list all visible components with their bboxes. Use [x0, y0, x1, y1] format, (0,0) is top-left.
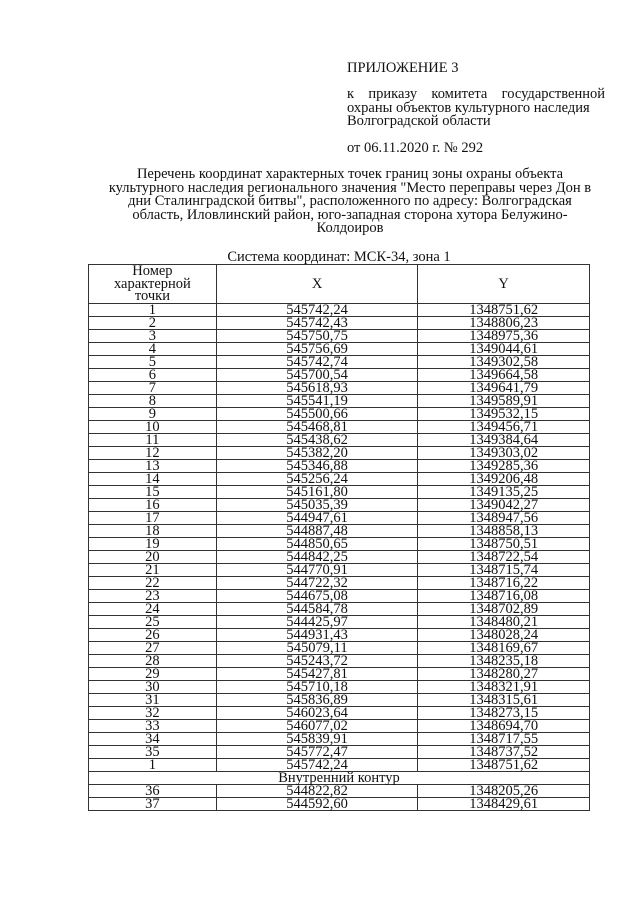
x-coordinate-cell: 545243,72	[216, 655, 418, 668]
point-number-cell: 9	[89, 408, 217, 421]
point-number-cell: 35	[89, 746, 217, 759]
y-coordinate-cell: 1349384,64	[418, 434, 590, 447]
x-coordinate-cell: 544722,32	[216, 577, 418, 590]
title-line: дни Сталинградской битвы", расположенного по адресу: Волгоградская	[128, 193, 572, 210]
x-coordinate-cell: 545079,11	[216, 642, 418, 655]
y-coordinate-cell: 1349135,25	[418, 486, 590, 499]
x-coordinate-cell: 544584,78	[216, 603, 418, 616]
title-line: область, Иловлинский район, юго-западная сторона хутора Белужино-	[132, 206, 568, 223]
x-coordinate-cell: 545468,81	[216, 421, 418, 434]
coordinates-table	[88, 264, 590, 811]
point-number-cell: 3	[89, 330, 217, 343]
y-coordinate-cell: 1348321,91	[418, 681, 590, 694]
y-coordinate-cell: 1348694,70	[418, 720, 590, 733]
table-row	[89, 798, 590, 811]
x-coordinate-cell: 544931,43	[216, 629, 418, 642]
column-header-point-number	[89, 265, 217, 304]
x-coordinate-cell: 545346,88	[216, 460, 418, 473]
x-coordinate-cell: 545839,91	[216, 733, 418, 746]
y-coordinate-cell: 1349303,02	[418, 447, 590, 460]
x-coordinate-cell: 545382,20	[216, 447, 418, 460]
x-coordinate-cell: 545035,39	[216, 499, 418, 512]
x-coordinate-cell: 545161,80	[216, 486, 418, 499]
y-coordinate-cell: 1348235,18	[418, 655, 590, 668]
point-number-cell: 25	[89, 616, 217, 629]
title-line: Колдоиров	[316, 220, 384, 237]
y-coordinate-cell: 1348751,62	[418, 304, 590, 317]
y-coordinate-cell: 1348273,15	[418, 707, 590, 720]
y-coordinate-cell: 1348947,56	[418, 512, 590, 525]
point-number-cell: 5	[89, 356, 217, 369]
y-coordinate-cell: 1349456,71	[418, 421, 590, 434]
y-coordinate-cell: 1348722,54	[418, 551, 590, 564]
x-coordinate-cell: 545756,69	[216, 343, 418, 356]
y-coordinate-cell: 1348702,89	[418, 603, 590, 616]
point-number-cell: 15	[89, 486, 217, 499]
title-line: Перечень координат характерных точек границ зоны охраны объекта	[136, 166, 564, 182]
y-coordinate-cell: 1348715,74	[418, 564, 590, 577]
y-coordinate-cell: 1348716,22	[418, 577, 590, 590]
point-number-cell: 37	[89, 798, 217, 811]
x-coordinate-cell: 545750,75	[216, 330, 418, 343]
x-coordinate-cell: 545772,47	[216, 746, 418, 759]
x-coordinate-cell: 545438,62	[216, 434, 418, 447]
x-coordinate-cell: 545500,66	[216, 408, 418, 421]
point-number-cell: 18	[89, 525, 217, 538]
y-coordinate-cell: 1348750,51	[418, 538, 590, 551]
y-coordinate-cell: 1349285,36	[418, 460, 590, 473]
x-coordinate-cell: 546023,64	[216, 707, 418, 720]
y-coordinate-cell: 1348751,62	[418, 759, 590, 772]
inner-contour-rows	[89, 785, 590, 811]
point-number-cell: 33	[89, 720, 217, 733]
x-coordinate-cell: 546077,02	[216, 720, 418, 733]
point-number-cell: 28	[89, 655, 217, 668]
y-coordinate-cell: 1349302,58	[418, 356, 590, 369]
y-coordinate-cell: 1348480,21	[418, 616, 590, 629]
y-coordinate-cell: 1349641,79	[418, 382, 590, 395]
point-number-cell: 10	[89, 421, 217, 434]
point-number-cell: 21	[89, 564, 217, 577]
point-number-cell: 19	[89, 538, 217, 551]
y-coordinate-cell: 1348858,13	[418, 525, 590, 538]
y-coordinate-cell: 1348315,61	[418, 694, 590, 707]
column-header-x: X	[216, 265, 418, 304]
header-line: точки	[134, 288, 170, 305]
point-number-cell: 20	[89, 551, 217, 564]
point-number-cell: 36	[89, 785, 217, 798]
title-line: культурного наследия регионального значения "Место переправы через Дон в	[108, 179, 592, 196]
y-coordinate-cell: 1348806,23	[418, 317, 590, 330]
point-number-cell: 17	[89, 512, 217, 525]
point-number-cell: 24	[89, 603, 217, 616]
y-coordinate-cell: 1349589,91	[418, 395, 590, 408]
y-coordinate-cell: 1348028,24	[418, 629, 590, 642]
y-coordinate-cell: 1348737,52	[418, 746, 590, 759]
y-coordinate-cell: 1349044,61	[418, 343, 590, 356]
x-coordinate-cell: 544425,97	[216, 616, 418, 629]
point-number-cell: 32	[89, 707, 217, 720]
point-number-cell: 11	[89, 434, 217, 447]
point-number-cell: 7	[89, 382, 217, 395]
y-coordinate-cell: 1348717,55	[418, 733, 590, 746]
point-number-cell: 31	[89, 694, 217, 707]
outer-contour-rows	[89, 304, 590, 772]
point-number-cell: 1	[89, 759, 217, 772]
x-coordinate-cell: 545742,43	[216, 317, 418, 330]
point-number-cell: 6	[89, 369, 217, 382]
point-number-cell: 14	[89, 473, 217, 486]
order-date: от 06.11.2020 г. № 292	[347, 140, 484, 156]
inner-contour-label: Внутренний контур	[89, 772, 590, 785]
order-line: охраны объектов культурного наследия	[347, 99, 590, 116]
point-number-cell: 26	[89, 629, 217, 642]
y-coordinate-cell: 1348280,27	[418, 668, 590, 681]
point-number-cell: 27	[89, 642, 217, 655]
point-number-cell: 2	[89, 317, 217, 330]
x-coordinate-cell: 545742,24	[216, 304, 418, 317]
point-number-cell: 1	[89, 304, 217, 317]
x-coordinate-cell: 545427,81	[216, 668, 418, 681]
y-coordinate-cell: 1348975,36	[418, 330, 590, 343]
y-coordinate-cell: 1349042,27	[418, 499, 590, 512]
y-coordinate-cell: 1348716,08	[418, 590, 590, 603]
point-number-cell: 34	[89, 733, 217, 746]
x-coordinate-cell: 545710,18	[216, 681, 418, 694]
y-coordinate-cell: 1348429,61	[418, 798, 590, 811]
point-number-cell: 4	[89, 343, 217, 356]
y-coordinate-cell: 1348169,67	[418, 642, 590, 655]
y-coordinate-cell: 1348205,26	[418, 785, 590, 798]
x-coordinate-cell: 544822,82	[216, 785, 418, 798]
point-number-cell: 29	[89, 668, 217, 681]
x-coordinate-cell: 545836,89	[216, 694, 418, 707]
point-number-cell: 30	[89, 681, 217, 694]
x-coordinate-cell: 545700,54	[216, 369, 418, 382]
point-number-cell: 22	[89, 577, 217, 590]
x-coordinate-cell: 545742,24	[216, 759, 418, 772]
x-coordinate-cell: 544675,08	[216, 590, 418, 603]
order-line: к приказу комитета государственной	[347, 86, 605, 102]
y-coordinate-cell: 1349664,58	[418, 369, 590, 382]
x-coordinate-cell: 544592,60	[216, 798, 418, 811]
point-number-cell: 12	[89, 447, 217, 460]
document-title	[85, 168, 615, 236]
order-line: Волгоградской области	[347, 113, 491, 129]
y-coordinate-cell: 1349206,48	[418, 473, 590, 486]
x-coordinate-cell: 545618,93	[216, 382, 418, 395]
point-number-cell: 16	[89, 499, 217, 512]
header-line: Номер	[132, 263, 173, 280]
point-number-cell: 8	[89, 395, 217, 408]
x-coordinate-cell: 544842,25	[216, 551, 418, 564]
y-coordinate-cell: 1349532,15	[418, 408, 590, 421]
x-coordinate-cell: 545541,19	[216, 395, 418, 408]
header-line: характерной	[113, 275, 191, 292]
x-coordinate-cell: 544887,48	[216, 525, 418, 538]
order-reference	[347, 88, 605, 129]
point-number-cell: 13	[89, 460, 217, 473]
appendix-label: ПРИЛОЖЕНИЕ 3	[347, 60, 459, 76]
table-header-row	[89, 265, 590, 304]
coordinate-system-label: Система координат: МСК-34, зона 1	[227, 249, 451, 265]
point-number-cell: 23	[89, 590, 217, 603]
x-coordinate-cell: 545256,24	[216, 473, 418, 486]
x-coordinate-cell: 544947,61	[216, 512, 418, 525]
x-coordinate-cell: 544770,91	[216, 564, 418, 577]
x-coordinate-cell: 545742,74	[216, 356, 418, 369]
x-coordinate-cell: 544850,65	[216, 538, 418, 551]
column-header-y: Y	[418, 265, 590, 304]
